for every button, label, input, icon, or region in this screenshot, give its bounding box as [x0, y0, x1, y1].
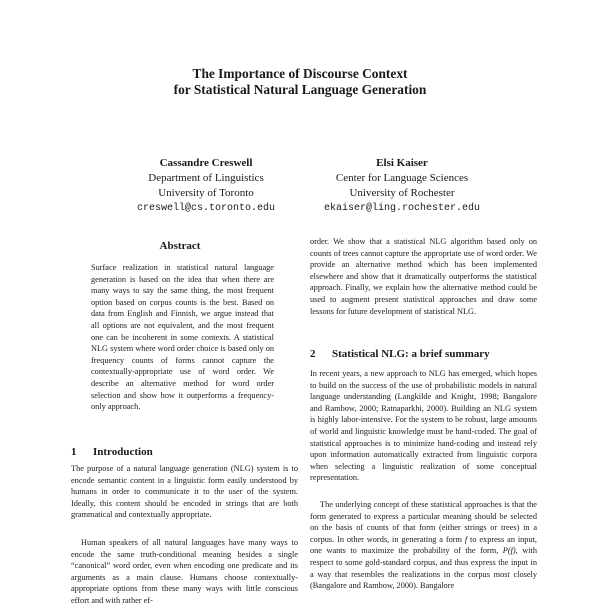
- author-university: University of Rochester: [349, 187, 455, 199]
- title-line-1: The Importance of Discourse Context: [192, 66, 408, 81]
- paragraph-text: The underlying concept of these statistical approaches is that the form generated to express a particular meaning should be selected on the basis of counts of that form (either strings or trees) in a corpus. In other words, in generating a form: [310, 500, 537, 544]
- paragraph-text: , with respect to some gold-standard corpus, and thus express the input in a way that resembles the realizations in the corpus most closely (Bangalore and Rambow, 2000). Bangalore: [310, 546, 537, 591]
- section-number: 1: [71, 446, 77, 458]
- author-university: University of Toronto: [158, 187, 254, 199]
- section-number: 2: [310, 348, 316, 360]
- section-heading-introduction: [71, 446, 153, 459]
- title-line-2: for Statistical Natural Language Generation: [173, 82, 427, 97]
- author-email: creswell@cs.toronto.edu: [136, 203, 276, 214]
- author-name: Cassandre Creswell: [159, 157, 253, 169]
- math-expression-pf: P(f): [502, 546, 516, 556]
- paragraph-text: to express an input, one wants to maximize the probability of the form,: [310, 534, 537, 556]
- section2-paragraph-1: In recent years, a new approach to NLG has emerged, which hopes to build on the success of the use of probabilistic models in natural language understanding (Langkilde and Knight, 1998; Bangalore and Rambow, 2000; Ratnaparkhi, 2000). Building an NLG system is highly labor-intensive. For the system to be robust, large amounts of world and linguistic knowledge must be hand-coded. The goal of statistical approaches is to minimize hand-coding and instead rely upon information automatically extracted from linguistic corpora when selecting a linguistic realization of some conceptual representation.: [310, 369, 537, 483]
- section-title: Introduction: [93, 446, 153, 458]
- section-heading-statistical-nlg: [310, 348, 490, 361]
- intro-paragraph-1: The purpose of a natural language generation (NLG) system is to encode semantic content in a linguistic form easily understood by humans in order to communicate it to the user of the system. Ideally, this content should be encoded in strings that are both grammatical and contextually appropriate.: [71, 464, 298, 520]
- author-email: ekaiser@ling.rochester.edu: [323, 203, 481, 214]
- abstract-heading: Abstract: [159, 240, 201, 252]
- intro-paragraph-2: Human speakers of all natural languages have many ways to encode the same truth-conditional meaning besides a single “canonical” word order, even when encoding one predicate and its arguments as a main clause. Humans choose contextually-appropriate options from these many ways with little conscious effort and with rather ef-: [71, 538, 298, 605]
- author-name: Elsi Kaiser: [376, 157, 428, 169]
- author-department: Center for Language Sciences: [335, 172, 469, 184]
- abstract-text: Surface realization in statistical natural language generation is based on the idea that when there are many ways to say the same thing, the most frequent option based on corpus counts is the best. Based on data from English and Finnish, we argue instead that all options are not equivalent, and the most frequent one can be incoherent in some contexts. A statistical NLG system where word order choice is based only on frequency counts of forms cannot capture the contextually-appropriate use of word order. We describe an alternative method for word order selection and show how it outperforms a frequency-only approach.: [91, 263, 274, 412]
- paper-title: [0, 66, 600, 98]
- section-title: Statistical NLG: a brief summary: [332, 348, 490, 360]
- author-department: Department of Linguistics: [148, 172, 264, 184]
- column-continuation-paragraph: order. We show that a statistical NLG algorithm based only on counts of trees cannot capture the appropriate use of word order. We provide an alternative method which has been implemented elsewhere and show that it dramatically outperforms the statistical approach. Finally, we explain how the alternative method could be used to augment present statistical approaches and draw some lessons for future development of statistical NLG.: [310, 237, 537, 316]
- author-block-2: [282, 156, 522, 216]
- section2-paragraph-2: [310, 499, 537, 600]
- math-symbol-f: f: [464, 534, 468, 544]
